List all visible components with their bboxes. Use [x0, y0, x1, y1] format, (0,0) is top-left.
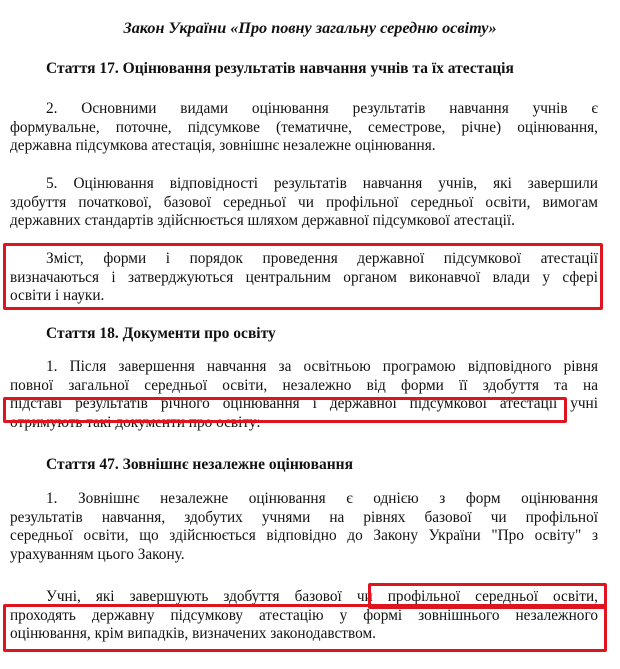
document-title: Закон України «Про повну загальну середню освіту» [123, 19, 497, 37]
text-line: 1. Після завершення навчання за освітньою програмою відповідного рівня [46, 358, 598, 375]
text-line: формувальне, поточне, підсумкове (тематичне, семестрове, річне) оцінювання, [10, 118, 598, 136]
text-line: державних стандартів здійснюється шляхом державної підсумкової атестації. [10, 212, 515, 230]
text-line: 2. Основними видами оцінювання результатів навчання учнів є [46, 100, 598, 117]
text-line: здобуття початкової, базової середньої чи профільної середньої освіти, вимогам [10, 193, 598, 211]
text-line: повної загальної середньої освіти, незалежно від форми її здобуття та на [10, 376, 598, 394]
text-line: державна підсумкова атестація, зовнішнє незалежне оцінювання. [10, 137, 436, 155]
article-17-content-paragraph [10, 250, 598, 306]
text-line: підставі результатів річного оцінювання і державної підсумкової атестації учні [10, 395, 598, 413]
article-17-paragraph-2 [10, 100, 598, 156]
text-line: результатів навчання, здобутих учнями на рівнях базової чи профільної [10, 508, 598, 526]
text-line: освіти і науки. [10, 287, 105, 305]
text-line: оцінювання, крім випадків, визначених законодавством. [10, 625, 376, 643]
article-47-heading: Стаття 47. Зовнішнє незалежне оцінювання [46, 456, 353, 473]
text-line: середньої освіти, що здійснюється відповідно до Закону України "Про освіту" з [10, 527, 598, 545]
article-18-paragraph-1 [10, 358, 598, 432]
text-line: Зміст, форми і порядок проведення державної підсумкової атестації [46, 250, 598, 267]
text-line: урахуванням цього Закону. [10, 545, 185, 563]
article-47-students-paragraph [10, 588, 598, 644]
text-line: отримують такі документи про освіту: [10, 413, 261, 431]
article-47-paragraph-1 [10, 490, 598, 564]
text-line: 5. Оцінювання відповідності результатів навчання учнів, які завершили [46, 175, 598, 192]
article-17-paragraph-5 [10, 175, 598, 231]
text-line: Учні, які завершують здобуття базової чи профільної середньої освіти, [46, 588, 598, 605]
text-line: проходять державну підсумкову атестацію у формі зовнішнього незалежного [10, 606, 598, 624]
text-line: визначаються і затверджуються центральним органом виконавчої влади у сфері [10, 268, 598, 286]
text-line: 1. Зовнішнє незалежне оцінювання є однією з форм оцінювання [46, 490, 598, 507]
article-17-heading: Стаття 17. Оцінювання результатів навчання учнів та їх атестація [46, 60, 514, 77]
article-18-heading: Стаття 18. Документи про освіту [46, 325, 276, 342]
